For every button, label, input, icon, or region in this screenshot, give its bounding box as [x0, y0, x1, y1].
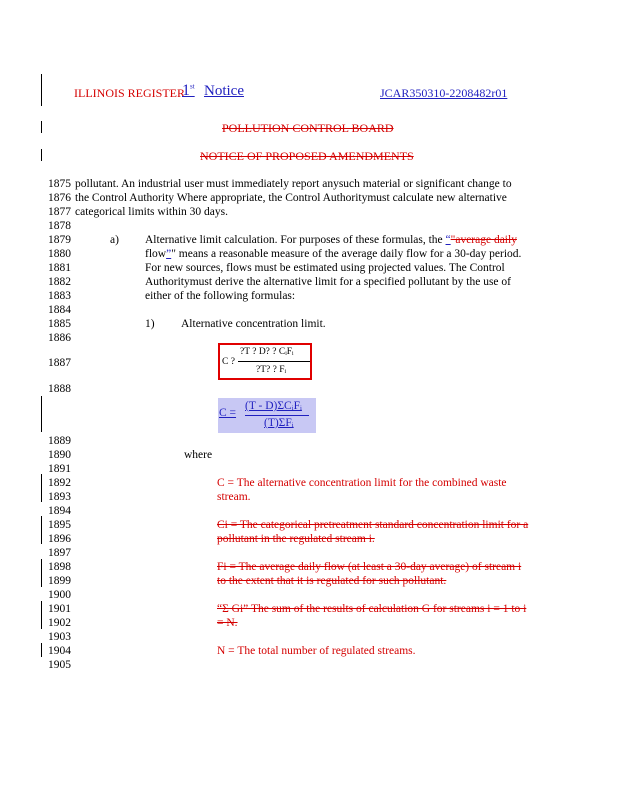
line-number: 1875: [48, 178, 71, 190]
line-number: 1876: [48, 192, 71, 204]
change-bar: [41, 559, 42, 587]
deleted-definition: to the extent that it is regulated for such pollutant.: [217, 575, 447, 587]
line-number: 1903: [48, 631, 71, 643]
inserted-formula: [218, 398, 316, 433]
body-text: [145, 247, 521, 261]
line-number: 1877: [48, 206, 71, 218]
deleted-definition: “Σ Gi” The sum of the results of calculation G for streams i = 1 to i: [217, 603, 527, 615]
notice-title: NOTICE OF PROPOSED AMENDMENTS: [200, 149, 414, 163]
body-text: Authoritymust derive the alternative limit for a specified pollutant by the use of: [145, 276, 511, 288]
definition-text: C = The alternative concentration limit for the combined waste: [217, 477, 507, 489]
issue-number: [182, 82, 195, 100]
register-title: ILLINOIS REGISTER: [74, 86, 185, 100]
line-number: 1882: [48, 276, 71, 288]
text-run: Alternative limit calculation. For purposes of these formulas, the: [145, 234, 446, 246]
change-bar: [41, 516, 42, 544]
line-number: 1884: [48, 304, 71, 316]
line-number: 1891: [48, 463, 71, 475]
line-number: 1878: [48, 220, 71, 232]
list-marker: 1): [145, 318, 155, 330]
notice-label: [204, 83, 368, 100]
body-text: either of the following formulas:: [145, 290, 296, 302]
text-run: "average daily: [450, 234, 517, 246]
definition-text: stream.: [217, 491, 251, 503]
body-text: [145, 233, 517, 247]
line-number: 1889: [48, 435, 71, 447]
change-bar: [41, 121, 42, 133]
formula-denominator: ?T? ? Fᵢ: [256, 365, 287, 375]
line-number: 1893: [48, 491, 71, 503]
change-bar: [41, 474, 42, 502]
change-bar: [41, 396, 42, 432]
deleted-definition: pollutant in the regulated stream i.: [217, 533, 375, 545]
formula-numerator: ?T ? D? ? CᵢFᵢ: [240, 347, 294, 357]
issue-superscript: st: [190, 82, 195, 91]
fraction-line: [238, 361, 310, 362]
formula-numerator: (T - D)ΣCᵢFᵢ: [245, 400, 302, 412]
line-number: 1895: [48, 519, 71, 531]
line-number: 1886: [48, 332, 71, 344]
line-number: 1902: [48, 617, 71, 629]
line-number: 1883: [48, 290, 71, 302]
issue-number-value: 1: [182, 82, 190, 99]
text-run: flow: [145, 248, 167, 260]
jcar-id: JCAR350310-2208482r01: [380, 86, 508, 100]
line-number: 1887: [48, 357, 71, 369]
change-bar: [41, 149, 42, 161]
inserted-quote: “: [445, 234, 451, 246]
line-number: 1904: [48, 645, 71, 657]
line-number: 1905: [48, 659, 71, 671]
line-number: 1892: [48, 477, 71, 489]
text-run: " means a reasonable measure of the average daily flow for a 30-day period.: [171, 248, 522, 260]
line-number: 1900: [48, 589, 71, 601]
list-marker: a): [110, 234, 119, 246]
change-bar: [41, 74, 42, 106]
body-text: Alternative concentration limit.: [181, 318, 326, 330]
line-number: 1885: [48, 318, 71, 330]
line-number: 1881: [48, 262, 71, 274]
deleted-definition: Fi = The average daily flow (at least a 30-day average) of stream i: [217, 561, 522, 573]
notice-text: Notice: [204, 83, 244, 99]
body-text: where: [184, 449, 213, 461]
agency-title: POLLUTION CONTROL BOARD: [222, 121, 394, 135]
line-number: 1888: [48, 383, 71, 395]
line-number: 1896: [48, 533, 71, 545]
line-number: 1890: [48, 449, 71, 461]
change-bar: [41, 601, 42, 629]
body-text: categorical limits within 30 days.: [75, 206, 228, 218]
body-text: pollutant. An industrial user must immediately report anysuch material or significant change to: [75, 178, 512, 190]
line-number: 1879: [48, 234, 71, 246]
change-bar: [41, 643, 42, 657]
formula-lhs: C =: [219, 407, 237, 419]
line-number: 1897: [48, 547, 71, 559]
line-number: 1894: [48, 505, 71, 517]
line-number: 1898: [48, 561, 71, 573]
definition-text: N = The total number of regulated streams.: [217, 645, 416, 657]
deleted-definition: = N.: [217, 617, 238, 629]
formula-lhs: C ?: [222, 357, 235, 367]
deleted-definition: Ci = The categorical pretreatment standard concentration limit for a: [217, 519, 529, 531]
formula-denominator: (T)ΣFᵢ: [264, 417, 294, 429]
line-number: 1901: [48, 603, 71, 615]
body-text: For new sources, flows must be estimated using projected values. The Control: [145, 262, 505, 274]
inserted-quote: ”: [166, 248, 172, 260]
line-number: 1899: [48, 575, 71, 587]
body-text: the Control Authority Where appropriate, the Control Authoritymust calculate new alternative: [75, 192, 507, 204]
line-number: 1880: [48, 248, 71, 260]
fraction-line: [245, 415, 309, 416]
deleted-formula: [218, 343, 312, 380]
